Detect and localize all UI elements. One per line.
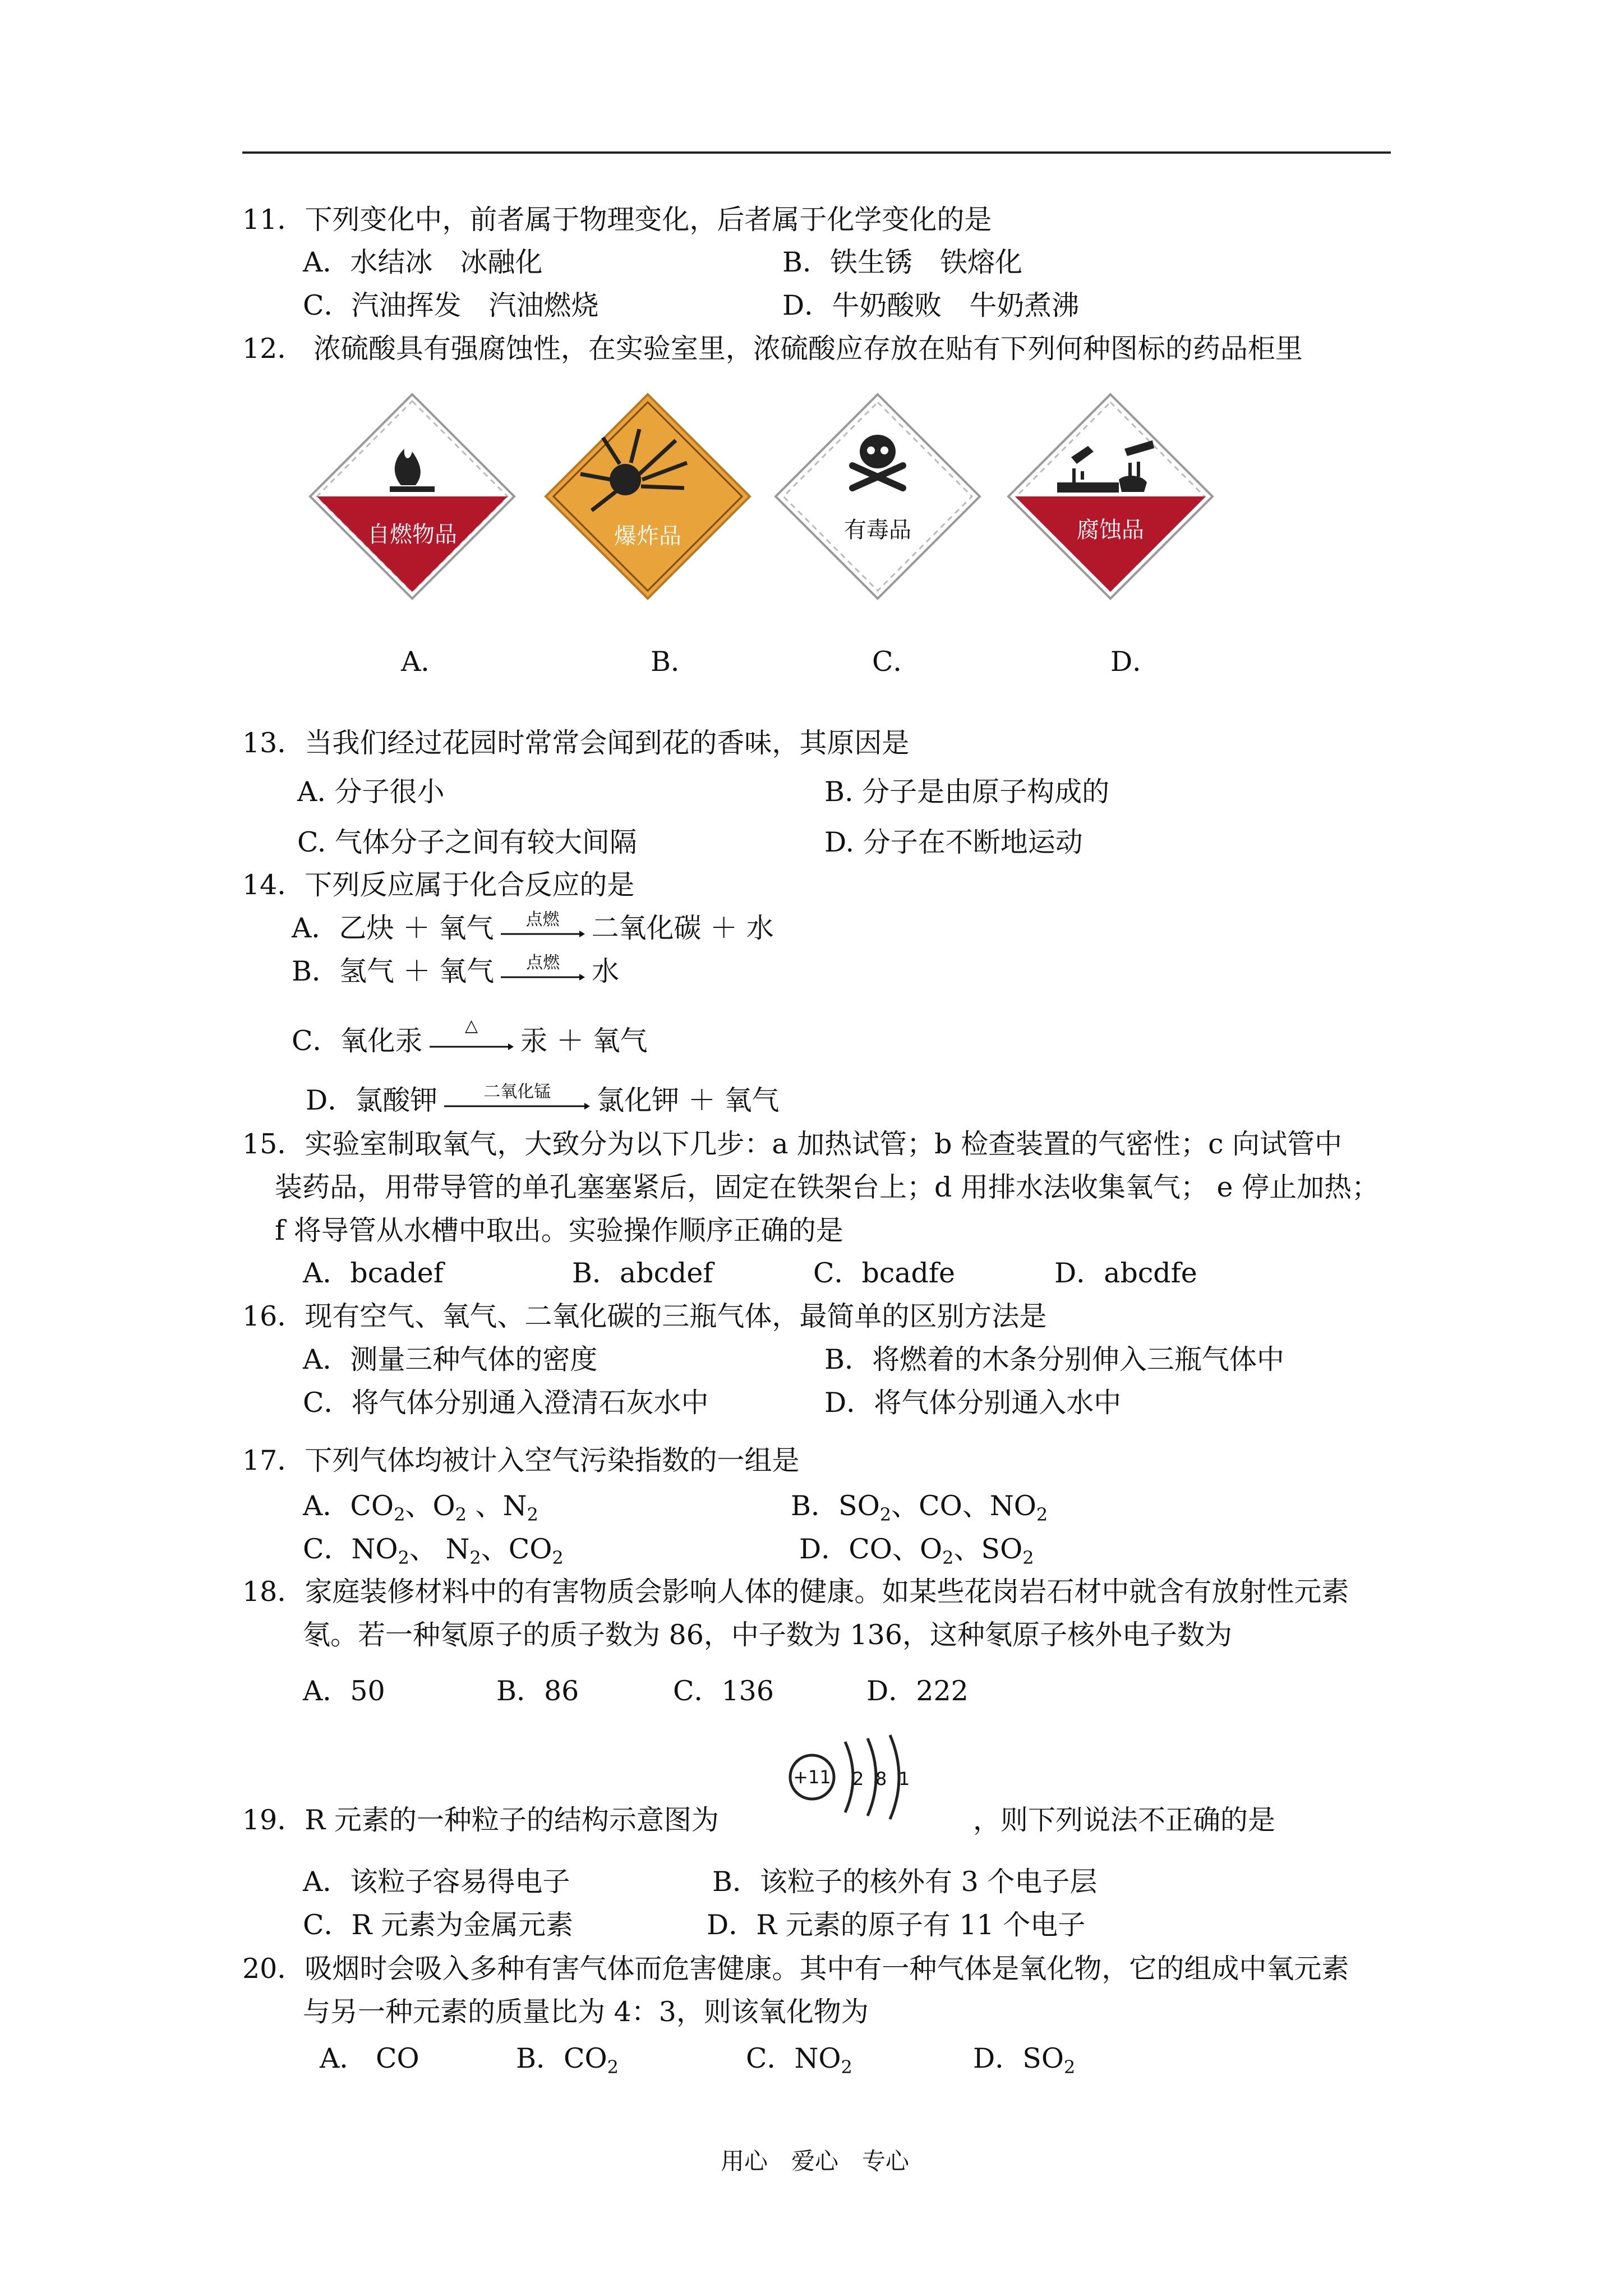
q20-option-d: D．$SO_2$ [973,2042,1076,2078]
q14-b-condition: 点燃 [526,953,560,973]
q19-option-d: D．R 元素的原子有 11 个电子 [707,1909,1086,1941]
q14-option-a [292,909,774,945]
q14-option-c [292,1015,648,1058]
q19-option-c: C．R 元素为金属元素 [303,1909,573,1941]
header-rule [242,151,1391,154]
q11-option-b: B．铁生锈 铁熔化 [782,246,1023,278]
reaction-arrow-icon [501,909,585,942]
q15-option-c: C．bcadfe [813,1257,956,1289]
q18-line-2: 氡。若一种氡原子的质子数为 86，中子数为 136，这种氡原子核外电子数为 [303,1619,1233,1651]
q20-line-2: 与另一种元素的质量比为 4：3，则该氧化物为 [303,1996,869,2028]
hazard-sign-explosive [541,390,754,603]
q11-option-a: A．水结冰 冰融化 [303,246,543,278]
q14-b-products: 水 [592,955,620,987]
q17-option-b: B．$SO_2$、CO、$NO_2$ [791,1490,1048,1525]
nucleus-charge: +11 [793,1766,831,1788]
q14-d-products: 氯化钾 ＋ 氧气 [597,1084,780,1116]
q13-option-b: B. 分子是由原子构成的 [824,776,1110,808]
q14-d-condition: 二氧化锰 [483,1082,551,1102]
hazard-sign-corrosive [1004,390,1217,603]
q20-option-b: B．$CO_2$ [516,2042,619,2078]
reaction-arrow-icon [444,1082,590,1114]
q11-stem: 11．下列变化中，前者属于物理变化，后者属于化学变化的是 [242,204,992,236]
sign-label-c: 有毒品 [844,517,911,543]
sign-letter-d: D． [1110,646,1160,678]
corrosion-icon [1004,390,1217,603]
q20-option-a: A． CO [320,2042,419,2074]
reaction-arrow-icon [501,953,585,985]
q19-option-a: A．该粒子容易得电子 [303,1866,570,1898]
q15-line-1: 15．实验室制取氧气，大致分为以下几步：a 加热试管；b 检查装置的气密性；c 向试管中 [242,1128,1343,1160]
shell-2-electrons: 8 [875,1768,887,1789]
q14-a-condition: 点燃 [525,909,560,930]
q16-option-d: D．将气体分别通入水中 [824,1387,1122,1419]
q20-line-1: 20．吸烟时会吸入多种有害气体而危害健康。其中有一种气体是氧化物，它的组成中氧元素 [242,1953,1349,1985]
shell-3-electrons: 1 [898,1768,910,1789]
q18-option-a: A．50 [303,1675,385,1707]
q15-line-3: f 将导管从水槽中取出。实验操作顺序正确的是 [275,1214,843,1246]
q17-option-a: A．$CO_2$、$O_2$ 、$N_2$ [303,1490,538,1525]
q18-option-d: D．222 [866,1675,969,1707]
sign-label-d: 腐蚀品 [1077,517,1144,543]
q14-option-b [292,955,619,988]
sign-label-b: 爆炸品 [614,523,681,549]
q20-option-c: C．$NO_2$ [746,2042,852,2078]
q14-c-condition: △ [464,1015,478,1036]
q14-c-products: 汞 ＋ 氧气 [520,1025,648,1057]
q13-option-c: C. 气体分子之间有较大间隔 [297,826,637,858]
sign-letter-a: A． [401,646,449,678]
q15-line-2: 装药品，用带导管的单孔塞塞紧后，固定在铁架台上；d 用排水法收集氧气； e 停止加热； [275,1171,1380,1203]
reaction-arrow-icon [430,1015,514,1055]
q17-stem: 17．下列气体均被计入空气污染指数的一组是 [242,1444,800,1476]
hazard-sign-toxic [771,390,984,603]
q13-option-a: A. 分子很小 [297,776,445,808]
q14-stem: 14．下列反应属于化合反应的是 [242,869,635,901]
atomic-structure-diagram [771,1731,934,1832]
flame-icon [306,390,519,603]
q14-c-reactants: C．氧化汞 [292,1025,423,1057]
q18-option-b: B．86 [496,1675,579,1707]
q19-stem-right: ，则下列说法不正确的是 [973,1804,1276,1836]
q16-option-a: A．测量三种气体的密度 [303,1343,598,1375]
q18-line-1: 18．家庭装修材料中的有害物质会影响人体的健康。如某些花岗岩石材中就含有放射性元素 [242,1576,1349,1608]
q14-d-reactants: D．氯酸钾 [306,1084,438,1116]
q16-option-c: C．将气体分别通入澄清石灰水中 [303,1387,709,1419]
shell-1-electrons: 2 [852,1768,864,1789]
q16-option-b: B．将燃着的木条分别伸入三瓶气体中 [824,1343,1285,1375]
q19-option-b: B．该粒子的核外有 3 个电子层 [712,1866,1098,1898]
q19-stem-left: 19．R 元素的一种粒子的结构示意图为 [242,1804,719,1836]
q11-option-d: D．牛奶酸败 牛奶煮沸 [782,289,1080,321]
q15-option-a: A．bcadef [303,1257,444,1289]
q12-stem: 12． 浓硫酸具有强腐蚀性，在实验室里，浓硫酸应存放在贴有下列何种图标的药品柜里 [242,333,1303,365]
page-footer: 用心 爱心 专心 [721,2147,910,2175]
q14-a-products: 二氧化碳 ＋ 水 [591,912,774,944]
sign-label-a: 自燃物品 [367,522,457,547]
skull-icon [771,390,984,603]
sign-letter-c: C． [872,646,921,678]
q15-option-b: B．abcdef [572,1257,713,1289]
q14-b-reactants: B．氢气 ＋ 氧气 [292,955,495,987]
hazard-sign-spontaneous-combustion [306,390,519,603]
q14-option-d [306,1084,779,1117]
q18-option-c: C．136 [673,1675,774,1707]
sign-letter-b: B． [651,646,699,678]
q17-option-d: D．CO、$O_2$、$SO_2$ [799,1533,1034,1568]
q15-option-d: D．abcdfe [1054,1257,1197,1289]
q17-option-c: C．$NO_2$、 $N_2$、$CO_2$ [303,1533,564,1568]
q13-stem: 13．当我们经过花园时常常会闻到花的香味，其原因是 [242,727,910,759]
q14-a-reactants: A．乙炔 ＋ 氧气 [292,912,494,944]
explosion-icon [541,390,754,603]
q11-option-c: C．汽油挥发 汽油燃烧 [303,289,599,321]
q16-stem: 16．现有空气、氧气、二氧化碳的三瓶气体，最简单的区别方法是 [242,1300,1047,1332]
q13-option-d: D. 分子在不断地运动 [824,826,1083,858]
